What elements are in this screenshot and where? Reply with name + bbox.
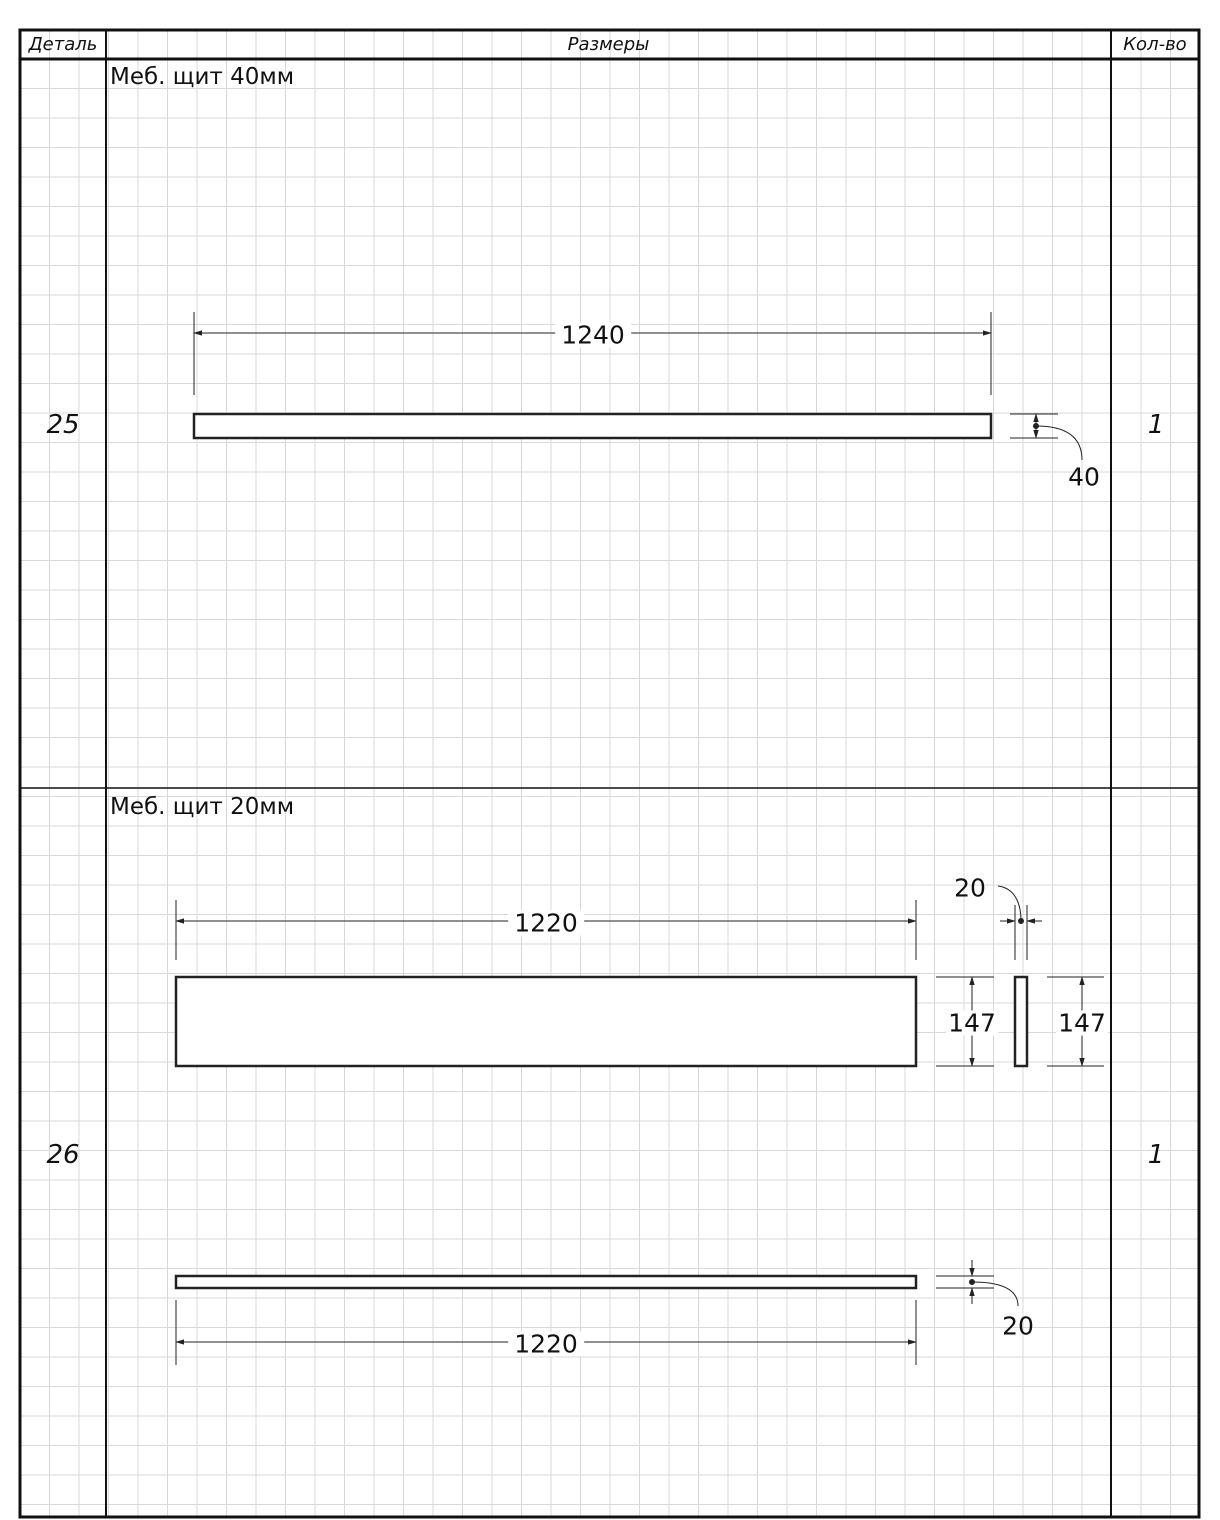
part-25-length: 1240 (555, 323, 631, 348)
header-sizes: Размеры (567, 34, 650, 55)
part-26-side-view (1015, 977, 1027, 1066)
part-26-thickness-top: 20 (954, 873, 986, 903)
part-26-length-bottom: 1220 (508, 1332, 584, 1357)
part-25-material: Меб. щит 40мм (110, 64, 295, 90)
part-26-material: Меб. щит 20мм (110, 794, 295, 820)
header-quantity: Кол-во (1123, 34, 1187, 55)
part-26-width-side: 147 (1058, 1008, 1106, 1038)
part-26-length-top: 1220 (508, 911, 584, 936)
part-25-board (194, 414, 991, 438)
part-26-quantity: 1 (1147, 1140, 1165, 1170)
part-26-number: 26 (46, 1140, 80, 1170)
header-detail: Деталь (28, 34, 98, 55)
part-26-width-front: 147 (948, 1008, 996, 1038)
part-25-number: 25 (46, 410, 80, 440)
part-25-thickness: 40 (1068, 462, 1100, 492)
part-26-bottom-leader (972, 1282, 1018, 1306)
part-25-drawing (194, 312, 1082, 460)
part-26-thickness-bottom: 20 (1002, 1311, 1034, 1341)
grid-lines (20, 30, 1199, 1517)
part-26-front-view (176, 977, 916, 1066)
part-26-top-view (176, 1276, 916, 1288)
part-26-top-leader (998, 886, 1021, 921)
part-25-quantity: 1 (1147, 410, 1165, 440)
